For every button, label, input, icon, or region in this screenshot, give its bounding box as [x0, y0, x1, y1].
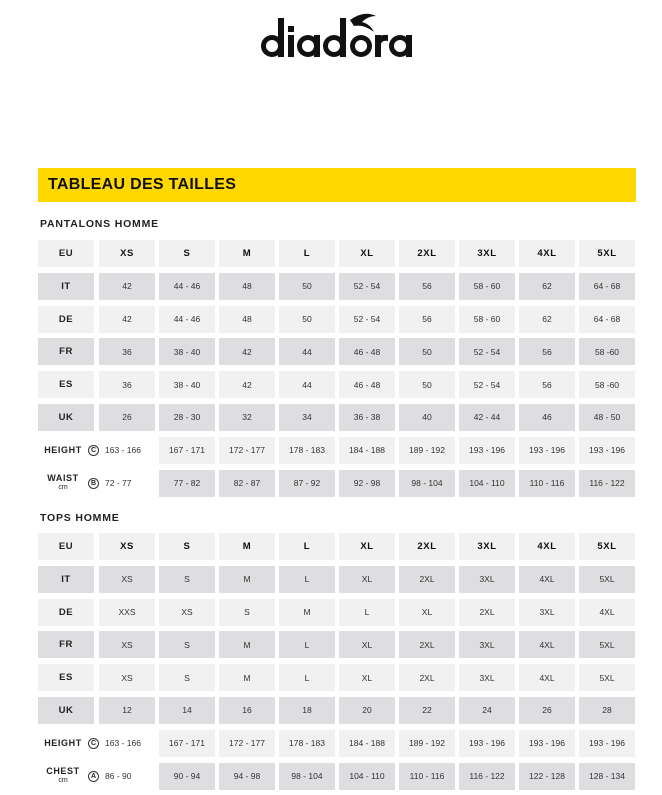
measurement-name [38, 474, 88, 492]
size-value-cell: M [219, 566, 275, 593]
measurement-first-value: 163 - 166 [105, 738, 141, 749]
size-value-cell: XL [339, 631, 395, 658]
measurement-value-cell: 104 - 110 [339, 763, 395, 790]
measurement-first-value: 163 - 166 [105, 445, 141, 456]
measurement-value-cell: 172 - 177 [219, 437, 275, 464]
measurement-value-cell: 122 - 128 [519, 763, 575, 790]
size-value-cell: 4XL [519, 664, 575, 691]
measurement-value-cell: 104 - 110 [459, 470, 515, 497]
size-value-cell: 2XL [399, 631, 455, 658]
measurement-label-cell [38, 763, 154, 790]
measurement-value-cell: 116 - 122 [459, 763, 515, 790]
size-value-cell: 42 [219, 371, 275, 398]
header-row [38, 240, 638, 267]
size-value-cell: 34 [279, 404, 335, 431]
measurement-value-cell: 193 - 196 [579, 437, 635, 464]
row-label: DE [38, 599, 94, 626]
size-value-cell: 4XL [519, 631, 575, 658]
size-value-cell: 36 - 38 [339, 404, 395, 431]
size-value-cell: L [279, 566, 335, 593]
measurement-value-cell: 189 - 192 [399, 437, 455, 464]
size-value-cell: 26 [519, 697, 575, 724]
size-value-cell: 3XL [459, 566, 515, 593]
table-row [38, 631, 638, 658]
size-header-cell: 2XL [399, 240, 455, 267]
measurement-value-cell: 77 - 82 [159, 470, 215, 497]
measurement-value-cell: 110 - 116 [399, 763, 455, 790]
measurement-row [38, 763, 638, 790]
size-value-cell: 16 [219, 697, 275, 724]
size-value-cell: 50 [279, 306, 335, 333]
size-value-cell: 12 [99, 697, 155, 724]
measurement-marker-icon: B [88, 478, 99, 489]
size-value-cell: XL [339, 664, 395, 691]
table-row [38, 404, 638, 431]
size-value-cell: 62 [519, 306, 575, 333]
measurement-value-cell: 90 - 94 [159, 763, 215, 790]
tops-section-title: TOPS HOMME [40, 512, 120, 524]
table-row [38, 338, 638, 365]
table-row [38, 371, 638, 398]
measurement-value-cell: 178 - 183 [279, 730, 335, 757]
size-value-cell: 52 - 54 [459, 338, 515, 365]
size-value-cell: L [279, 631, 335, 658]
measurement-marker-icon: C [88, 445, 99, 456]
size-value-cell: 2XL [399, 664, 455, 691]
size-value-cell: 58 - 60 [459, 273, 515, 300]
size-value-cell: 56 [399, 306, 455, 333]
row-label: IT [38, 273, 94, 300]
size-header-cell: XL [339, 533, 395, 560]
table-row [38, 664, 638, 691]
size-header-cell: S [159, 240, 215, 267]
size-value-cell: 52 - 54 [339, 306, 395, 333]
size-value-cell: XXS [99, 599, 155, 626]
size-value-cell: 2XL [399, 566, 455, 593]
size-value-cell: 5XL [579, 566, 635, 593]
size-value-cell: S [219, 599, 275, 626]
size-value-cell: 56 [519, 371, 575, 398]
size-header-cell: XS [99, 240, 155, 267]
measurement-first-value: 86 - 90 [105, 771, 132, 782]
size-value-cell: 20 [339, 697, 395, 724]
size-value-cell: 56 [399, 273, 455, 300]
size-value-cell: 64 - 68 [579, 273, 635, 300]
measurement-marker-icon: A [88, 771, 99, 782]
row-label: FR [38, 631, 94, 658]
size-value-cell: 4XL [519, 566, 575, 593]
size-header-cell: S [159, 533, 215, 560]
measurement-name [38, 446, 88, 455]
size-value-cell: 46 [519, 404, 575, 431]
measurement-unit: cm [58, 484, 68, 492]
measurement-value-cell: 128 - 134 [579, 763, 635, 790]
size-value-cell: 46 - 48 [339, 371, 395, 398]
banner-title: TABLEAU DES TAILLES [48, 176, 237, 193]
size-value-cell: 42 [99, 306, 155, 333]
measurement-unit: cm [58, 777, 68, 785]
size-value-cell: S [159, 664, 215, 691]
row-label: EU [38, 533, 94, 560]
size-chart-banner [38, 168, 636, 202]
measurement-label: HEIGHT [44, 737, 82, 748]
measurement-value-cell: 167 - 171 [159, 730, 215, 757]
measurement-value-cell: 189 - 192 [399, 730, 455, 757]
table-row [38, 273, 638, 300]
diadora-logo [258, 6, 418, 62]
measurement-value-cell: 92 - 98 [339, 470, 395, 497]
pants-size-table [38, 240, 638, 502]
size-value-cell: L [279, 664, 335, 691]
size-value-cell: 58 -60 [579, 371, 635, 398]
size-value-cell: 52 - 54 [339, 273, 395, 300]
size-value-cell: 3XL [519, 599, 575, 626]
measurement-value-cell: 193 - 196 [519, 730, 575, 757]
measurement-first-value: 72 - 77 [105, 478, 132, 489]
size-value-cell: 56 [519, 338, 575, 365]
size-header-cell: 5XL [579, 533, 635, 560]
size-value-cell: 42 - 44 [459, 404, 515, 431]
size-value-cell: S [159, 631, 215, 658]
size-value-cell: M [219, 631, 275, 658]
measurement-label: CHEST [46, 766, 80, 777]
measurement-row [38, 730, 638, 757]
measurement-value-cell: 94 - 98 [219, 763, 275, 790]
size-value-cell: 14 [159, 697, 215, 724]
measurement-value-cell: 110 - 116 [519, 470, 575, 497]
row-label: ES [38, 664, 94, 691]
size-value-cell: XL [399, 599, 455, 626]
table-row [38, 599, 638, 626]
size-value-cell: S [159, 566, 215, 593]
size-value-cell: 32 [219, 404, 275, 431]
size-value-cell: 58 - 60 [459, 306, 515, 333]
size-value-cell: 5XL [579, 631, 635, 658]
size-value-cell: 40 [399, 404, 455, 431]
size-value-cell: M [279, 599, 335, 626]
measurement-value-cell: 98 - 104 [399, 470, 455, 497]
measurement-value-cell: 98 - 104 [279, 763, 335, 790]
tops-size-table [38, 533, 638, 795]
size-value-cell: 38 - 40 [159, 371, 215, 398]
size-value-cell: 24 [459, 697, 515, 724]
measurement-row [38, 470, 638, 497]
header-row [38, 533, 638, 560]
size-value-cell: 2XL [459, 599, 515, 626]
size-header-cell: XS [99, 533, 155, 560]
size-value-cell: XL [339, 566, 395, 593]
size-value-cell: 50 [399, 338, 455, 365]
size-value-cell: L [339, 599, 395, 626]
row-label: FR [38, 338, 94, 365]
table-row [38, 566, 638, 593]
measurement-value-cell: 184 - 188 [339, 437, 395, 464]
size-value-cell: 58 -60 [579, 338, 635, 365]
size-value-cell: 48 [219, 306, 275, 333]
size-value-cell: 44 [279, 338, 335, 365]
measurement-value-cell: 178 - 183 [279, 437, 335, 464]
size-header-cell: 5XL [579, 240, 635, 267]
measurement-name [38, 739, 88, 748]
size-value-cell: 64 - 68 [579, 306, 635, 333]
pants-section-title: PANTALONS HOMME [40, 218, 159, 230]
size-value-cell: 52 - 54 [459, 371, 515, 398]
measurement-value-cell: 193 - 196 [459, 437, 515, 464]
size-header-cell: L [279, 533, 335, 560]
size-value-cell: 28 [579, 697, 635, 724]
size-value-cell: 28 - 30 [159, 404, 215, 431]
size-value-cell: 38 - 40 [159, 338, 215, 365]
measurement-value-cell: 193 - 196 [579, 730, 635, 757]
size-header-cell: 2XL [399, 533, 455, 560]
measurement-marker-icon: C [88, 738, 99, 749]
size-value-cell: 18 [279, 697, 335, 724]
size-value-cell: 3XL [459, 631, 515, 658]
size-value-cell: 48 - 50 [579, 404, 635, 431]
measurement-value-cell: 172 - 177 [219, 730, 275, 757]
size-value-cell: 50 [399, 371, 455, 398]
measurement-name [38, 767, 88, 785]
size-value-cell: 48 [219, 273, 275, 300]
row-label: EU [38, 240, 94, 267]
size-value-cell: 44 - 46 [159, 273, 215, 300]
size-value-cell: 46 - 48 [339, 338, 395, 365]
measurement-label-cell [38, 437, 154, 464]
measurement-value-cell: 116 - 122 [579, 470, 635, 497]
measurement-value-cell: 193 - 196 [459, 730, 515, 757]
size-value-cell: 36 [99, 338, 155, 365]
measurement-value-cell: 82 - 87 [219, 470, 275, 497]
size-header-cell: M [219, 533, 275, 560]
size-header-cell: L [279, 240, 335, 267]
size-value-cell: 26 [99, 404, 155, 431]
table-row [38, 697, 638, 724]
size-header-cell: M [219, 240, 275, 267]
size-value-cell: 44 - 46 [159, 306, 215, 333]
measurement-value-cell: 193 - 196 [519, 437, 575, 464]
measurement-value-cell: 167 - 171 [159, 437, 215, 464]
size-value-cell: XS [99, 566, 155, 593]
measurement-row [38, 437, 638, 464]
table-row [38, 306, 638, 333]
size-header-cell: 3XL [459, 533, 515, 560]
size-value-cell: XS [99, 664, 155, 691]
measurement-label-cell [38, 730, 154, 757]
size-value-cell: 22 [399, 697, 455, 724]
size-value-cell: 3XL [459, 664, 515, 691]
row-label: UK [38, 697, 94, 724]
size-value-cell: 42 [99, 273, 155, 300]
row-label: DE [38, 306, 94, 333]
size-value-cell: XS [99, 631, 155, 658]
measurement-label: WAIST [47, 473, 79, 484]
size-header-cell: 4XL [519, 240, 575, 267]
size-value-cell: 4XL [579, 599, 635, 626]
size-value-cell: 44 [279, 371, 335, 398]
size-value-cell: XS [159, 599, 215, 626]
size-value-cell: M [219, 664, 275, 691]
row-label: UK [38, 404, 94, 431]
size-value-cell: 62 [519, 273, 575, 300]
measurement-label: HEIGHT [44, 444, 82, 455]
size-header-cell: 4XL [519, 533, 575, 560]
size-value-cell: 5XL [579, 664, 635, 691]
size-value-cell: 50 [279, 273, 335, 300]
measurement-value-cell: 184 - 188 [339, 730, 395, 757]
size-value-cell: 42 [219, 338, 275, 365]
row-label: ES [38, 371, 94, 398]
measurement-value-cell: 87 - 92 [279, 470, 335, 497]
measurement-label-cell [38, 470, 154, 497]
size-header-cell: XL [339, 240, 395, 267]
size-header-cell: 3XL [459, 240, 515, 267]
size-value-cell: 36 [99, 371, 155, 398]
row-label: IT [38, 566, 94, 593]
